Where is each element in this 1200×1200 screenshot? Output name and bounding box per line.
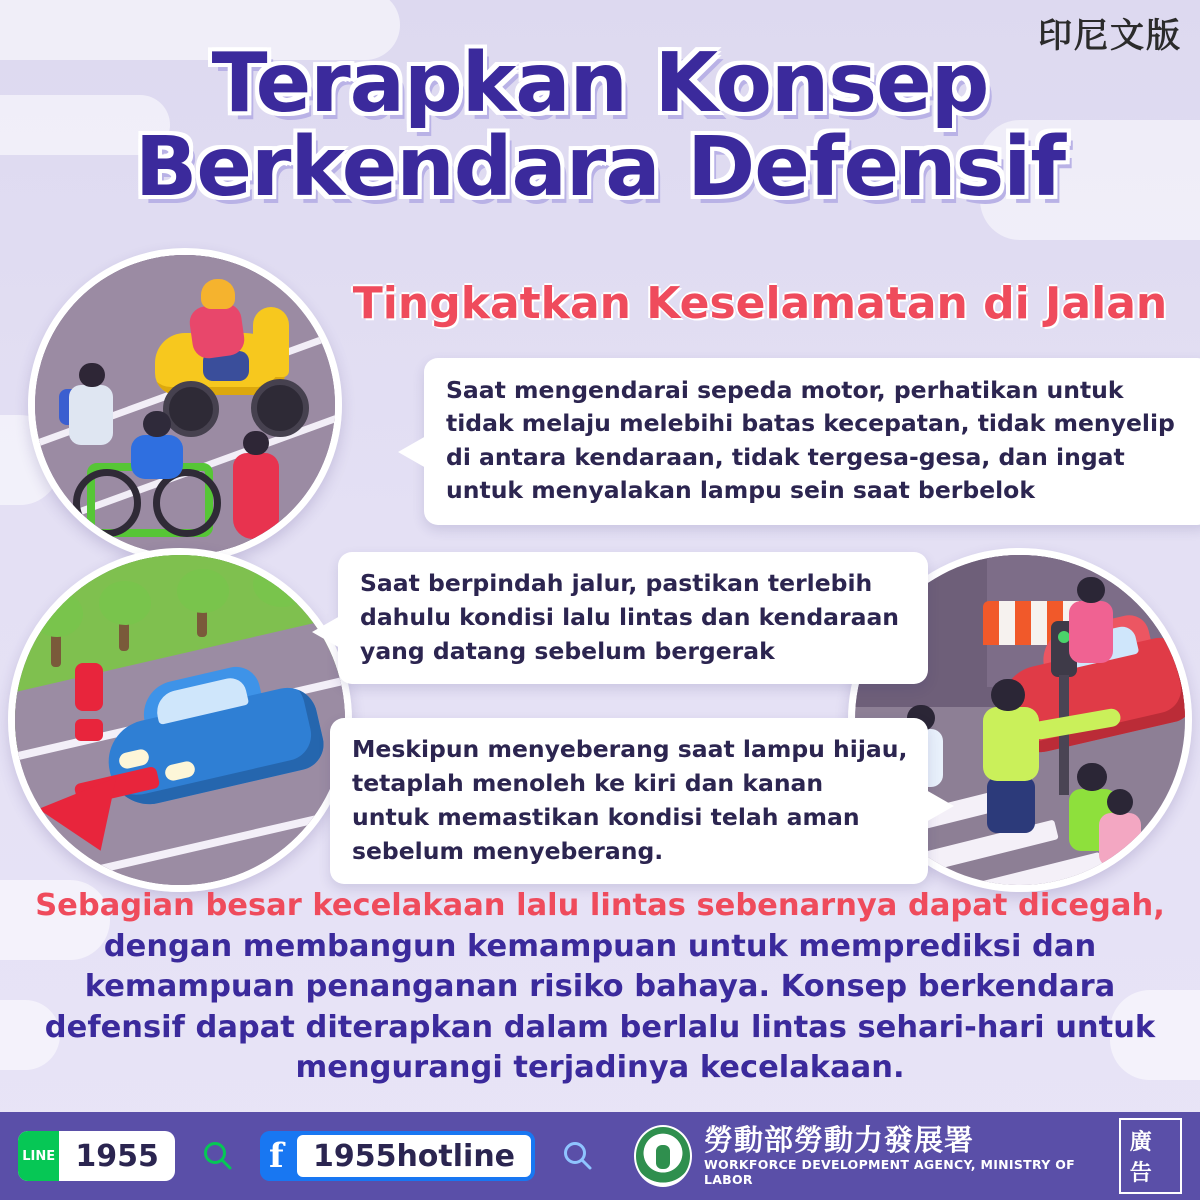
bubble-text: Saat mengendarai sepeda motor, perhatikan untuk tidak melaju melebihi batas kecepatan, tidak menyelip di antara kendaraan, tidak tergesa-gesa, dan ingat untuk menyalakan lampu sein saat berbelok (446, 376, 1175, 505)
line-icon: LINE (18, 1131, 59, 1181)
page-subtitle: Tingkatkan Keselamatan di Jalan (352, 278, 1168, 329)
facebook-icon: f (260, 1131, 293, 1181)
language-tag: 印尼文版 (1038, 16, 1182, 56)
bubble-text: Saat berpindah jalur, pastikan terlebih dahulu kondisi lalu lintas dan kendaraan yang datang sebelum bergerak (360, 569, 900, 666)
line-contact-pill[interactable] (18, 1131, 175, 1181)
illustration-car-lane-change (8, 548, 352, 892)
title-line-2: Berkendara Defensif (134, 119, 1066, 215)
scene-graphics (15, 555, 345, 885)
facebook-search-icon[interactable] (553, 1131, 602, 1181)
title-line-1: Terapkan Konsep (211, 36, 989, 131)
organization-block (634, 1125, 1101, 1187)
statement-highlight: Sebagian besar kecelakaan lalu lintas sebenarnya dapat dicegah, (35, 888, 1165, 923)
closing-statement (20, 886, 1180, 1089)
org-name-chinese: 勞動部勞動力發展署 (703, 1123, 974, 1158)
ministry-logo-icon (634, 1125, 692, 1187)
line-number: 1955 (75, 1138, 159, 1174)
callout-bubble-crossing (330, 718, 928, 884)
org-name-english: WORKFORCE DEVELOPMENT AGENCY, MINISTRY OF LABOR (703, 1156, 1076, 1187)
bubble-tail (926, 790, 954, 822)
statement-body: dengan membangun kemampuan untuk memprediksi dan kemampuan penanganan risiko bahaya. Konsep berkendara defensif dapat diterapkan dalam berlalu lintas sehari-hari untuk mengurangi terjadinya kecelakaan. (44, 928, 1156, 1086)
warning-exclamation-icon (75, 663, 103, 733)
advertisement-label: 廣告 (1119, 1118, 1182, 1194)
callout-bubble-lane-change (338, 552, 928, 684)
line-search-icon[interactable] (193, 1131, 242, 1181)
callout-bubble-motorcycle (424, 358, 1200, 525)
bubble-tail (312, 616, 340, 648)
scene-graphics (35, 255, 335, 555)
facebook-contact-pill[interactable] (260, 1131, 535, 1181)
footer-bar (0, 1112, 1200, 1200)
illustration-motorcycle-pedestrian (28, 248, 342, 562)
bubble-tail (398, 436, 426, 468)
bubble-text: Meskipun menyeberang saat lampu hijau, tetaplah menoleh ke kiri dan kanan untuk memastikan kondisi telah aman sebelum menyeberang. (352, 735, 908, 866)
facebook-handle: 1955hotline (297, 1135, 531, 1177)
